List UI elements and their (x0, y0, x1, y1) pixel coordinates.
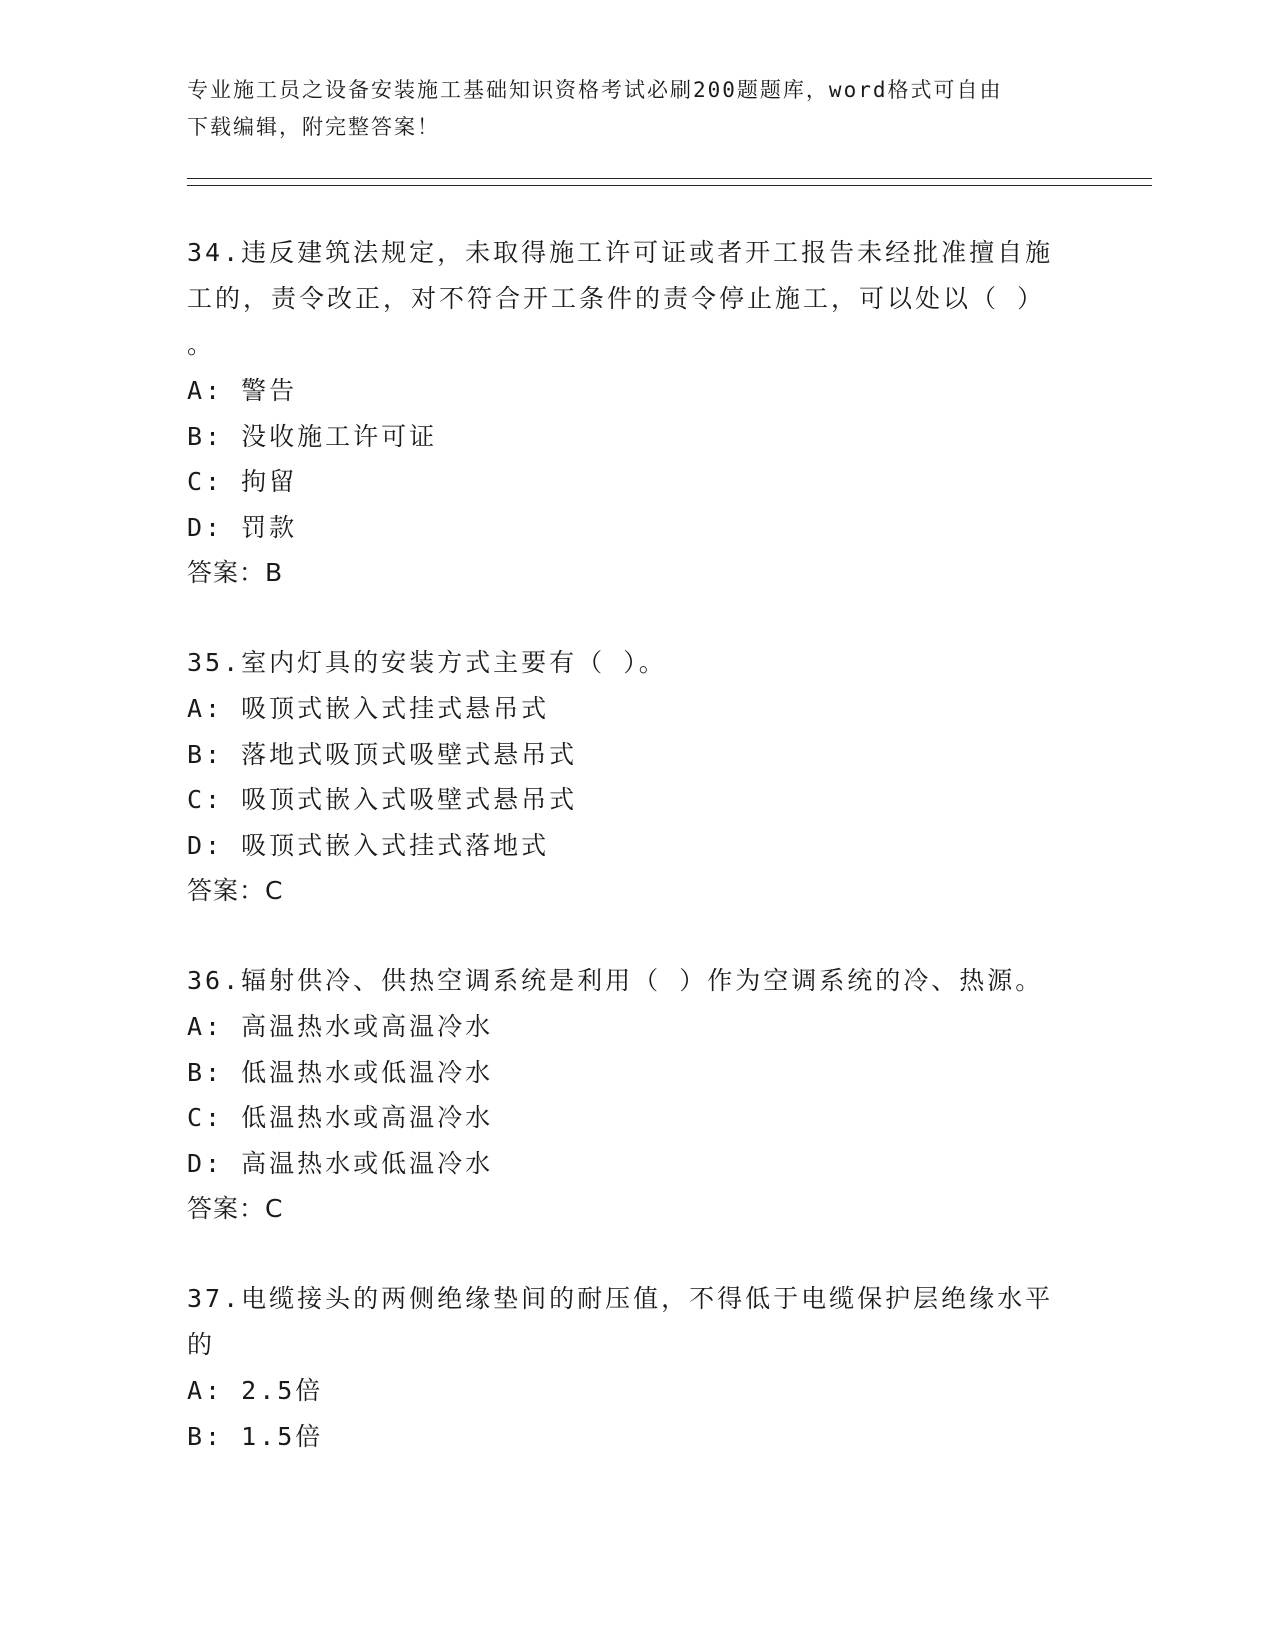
answer: 答案：C (187, 1194, 284, 1223)
option-a: A: 吸顶式嵌入式挂式悬吊式 (187, 694, 550, 723)
question-text-line: 工的，责令改正，对不符合开工条件的责令停止施工，可以处以（ ） (187, 284, 1046, 313)
question-text-line: 34.违反建筑法规定，未取得施工许可证或者开工报告未经批准擅自施 (187, 238, 1054, 267)
answer: 答案：C (187, 876, 284, 905)
question-34 (187, 230, 1087, 596)
option-b: B: 没收施工许可证 (187, 421, 438, 451)
question-text-line: 的 (187, 1330, 216, 1359)
option-a: A: 高温热水或高温冷水 (187, 1012, 494, 1041)
option-d: D: 吸顶式嵌入式挂式落地式 (187, 830, 550, 860)
question-text-line: 。 (187, 330, 216, 359)
option-d: D: 高温热水或低温冷水 (187, 1148, 494, 1178)
option-b: B: 低温热水或低温冷水 (187, 1057, 494, 1087)
question-text-line: 37.电缆接头的两侧绝缘垫间的耐压值，不得低于电缆保护层绝缘水平 (187, 1284, 1054, 1313)
question-36 (187, 958, 1087, 1232)
option-a: A: 警告 (187, 376, 298, 405)
question-37 (187, 1276, 1087, 1459)
option-b: B: 1.5倍 (187, 1421, 324, 1451)
answer: 答案：B (187, 558, 284, 587)
document-header (187, 72, 1067, 146)
option-d: D: 罚款 (187, 512, 298, 542)
header-line-1: 专业施工员之设备安装施工基础知识资格考试必刷200题题库，word格式可自由 (187, 78, 1003, 102)
header-divider (187, 178, 1152, 186)
question-list (187, 230, 1087, 1503)
option-a: A: 2.5倍 (187, 1376, 324, 1405)
question-text-line: 36.辐射供冷、供热空调系统是利用（ ）作为空调系统的冷、热源。 (187, 966, 1044, 995)
option-c: C: 拘留 (187, 467, 298, 496)
option-c: C: 低温热水或高温冷水 (187, 1103, 494, 1132)
option-c: C: 吸顶式嵌入式吸壁式悬吊式 (187, 785, 578, 814)
question-text-line: 35.室内灯具的安装方式主要有（ ）。 (187, 648, 667, 677)
question-35 (187, 640, 1087, 914)
header-line-2: 下载编辑，附完整答案！ (187, 115, 440, 139)
option-b: B: 落地式吸顶式吸壁式悬吊式 (187, 739, 578, 769)
